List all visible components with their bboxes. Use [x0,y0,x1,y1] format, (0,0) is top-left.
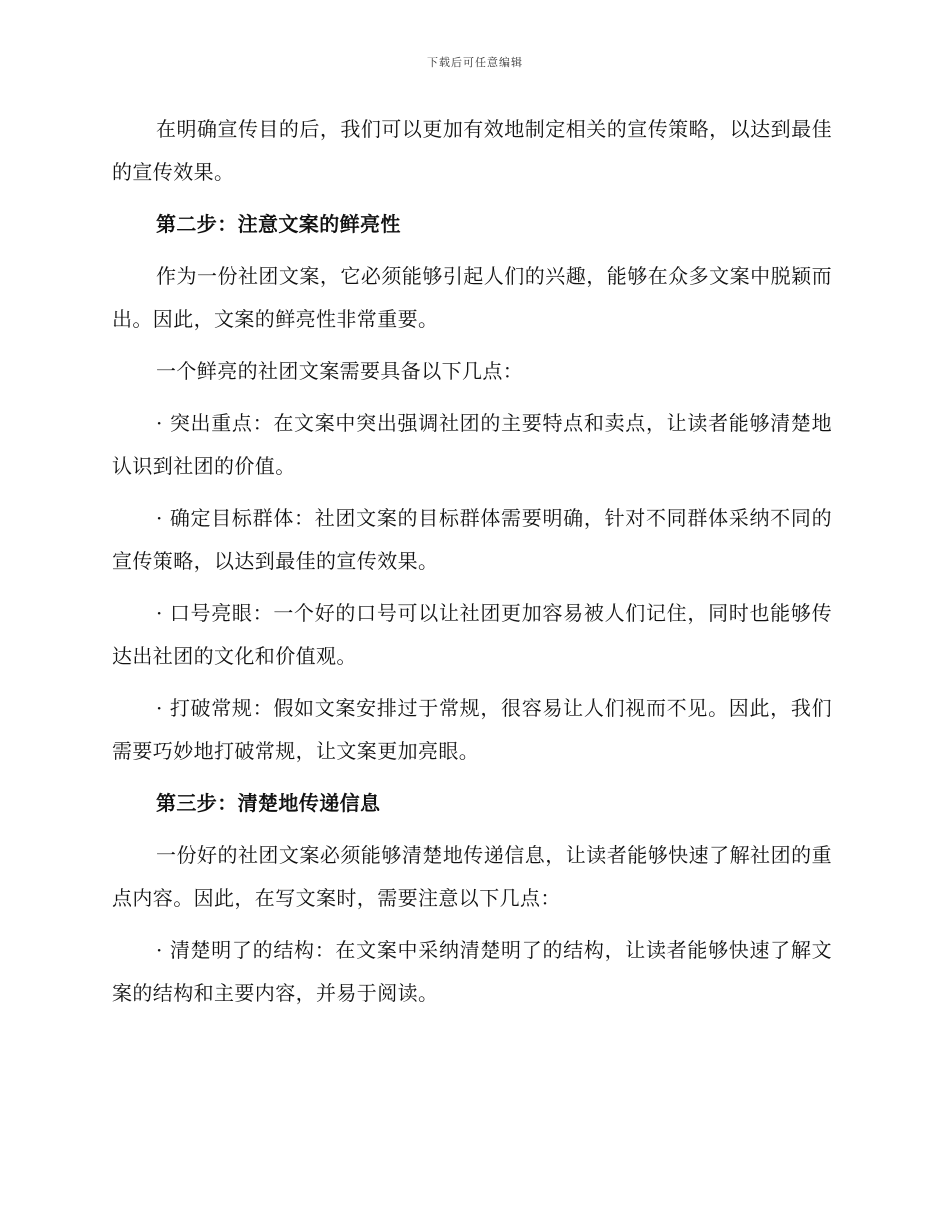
bullet-catchy-slogan: · 口号亮眼：一个好的口号可以让社团更加容易被人们记住，同时也能够传达出社团的文化和价值观。 [112,601,832,668]
bullet-clear-structure: · 清楚明了的结构：在文案中采纳清楚明了的结构，让读者能够快速了解文案的结构和主要内容，并易于阅读。 [112,938,832,1005]
bullet-highlight-key-points: · 突出重点：在文案中突出强调社团的主要特点和卖点，让读者能够清楚地认识到社团的价值。 [112,411,832,478]
paragraph-2: 作为一份社团文案，它必须能够引起人们的兴趣，能够在众多文案中脱颖而出。因此，文案的鲜亮性非常重要。 [112,264,832,331]
paragraph-4: 一份好的社团文案必须能够清楚地传递信息，让读者能够快速了解社团的重点内容。因此，在写文案时，需要注意以下几点： [112,843,832,910]
section-heading-step-3: 第三步：清楚地传递信息 [156,791,381,815]
bullet-target-audience: · 确定目标群体：社团文案的目标群体需要明确，针对不同群体采纳不同的宣传策略，以达到最佳的宣传效果。 [112,506,832,573]
section-heading-step-2: 第二步：注意文案的鲜亮性 [156,212,401,236]
paragraph-3: 一个鲜亮的社团文案需要具备以下几点： [156,359,524,383]
page-header: 下载后可任意编辑 [427,56,523,69]
paragraph-1: 在明确宣传目的后，我们可以更加有效地制定相关的宣传策略，以达到最佳的宣传效果。 [112,117,832,184]
bullet-break-conventions: · 打破常规：假如文案安排过于常规，很容易让人们视而不见。因此，我们需要巧妙地打破常规，让文案更加亮眼。 [112,696,832,763]
document-body [112,108,832,1024]
